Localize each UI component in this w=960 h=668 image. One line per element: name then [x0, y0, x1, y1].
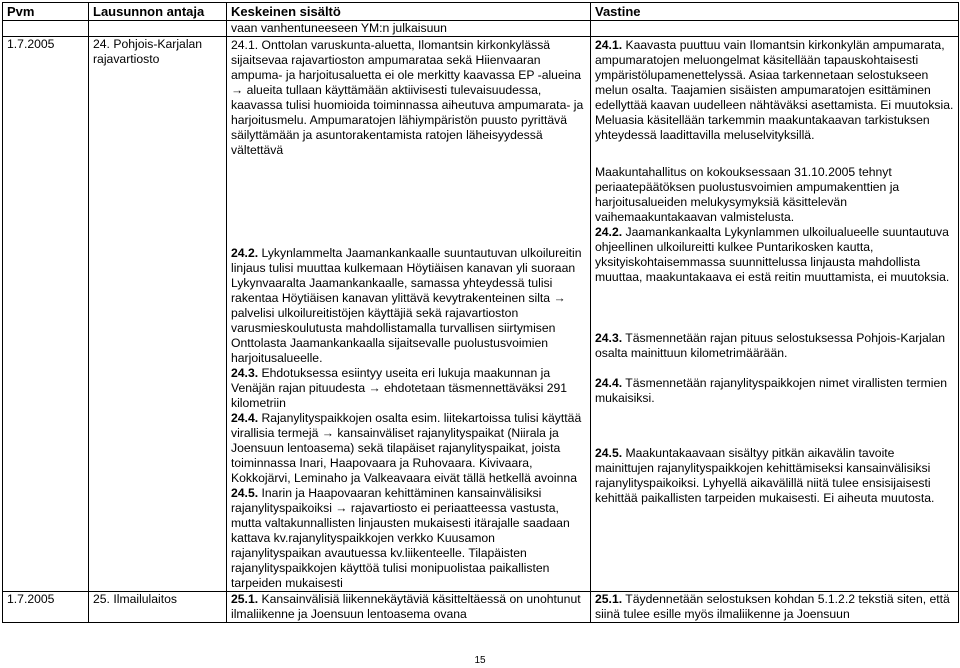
- content-item: 24.4. Rajanylityspaikkojen osalta esim. liitekartoissa tulisi käyttää virallisia termejä → kansainväliset rajanylityspaikat (Niirala ja Joensuun lentoasema) sekä tilapäiset rajanylityspaikat, joista toiminnassa Inari, Haapovaara ja Ruhovaara. Kivivaara, Kokkojärvi, Leminaho ja Valkeavaara eivät tällä hetkellä avoinna: [231, 411, 582, 485]
- content-item: 25.1. Kansainvälisiä liikennekäytäviä käsitteltäessä on unohtunut ilmaliikenne ja Joensuun lentoasema ovana: [231, 592, 581, 621]
- row-date: 1.7.2005: [3, 37, 89, 592]
- content-item: 24.1. Onttolan varuskunta-aluetta, Ilomantsin kirkonkylässä sijaitsevaa rajavartioston ampumarataa sekä Hiienvaaran ampuma- ja harjoitusaluetta ei ole merkitty kaavassa EP -alueina → alueita tullaan käyttämään aktiivisesti tulevaisuudessa, kaavassa tulisi huomioida toiminnassa aiheutuva ampumarata- ja harjoitusmelu. Ampumaratojen lähiympäristön puusto pyrittävä säilyttämään ja asuntorakentamista ratojen läheisyydessä vältettävä: [231, 38, 584, 157]
- content-item: 24.3. Ehdotuksessa esiintyy useita eri lukuja maakunnan ja Venäjän rajan pituudesta → ehdotetaan täsmennettäväksi 291 kilometriin: [231, 366, 568, 410]
- response-item: 24.4. Täsmennetään rajanylityspaikkojen nimet virallisten termien mukaisiksi.: [595, 376, 948, 405]
- table-header-row: [3, 3, 959, 21]
- response-item: 24.1. Kaavasta puuttuu vain Ilomantsin kirkonkylän ampumarata, ampumaratojen meluongelmat käsitellään tapauskohtaisesti ympäristölupamenettelyssä. Asiaa tarkennetaan selostukseen melun osalta. Taajamien sisäisten ampumaratojen esittäminen edellyttää kaavan uudelleen nähtäväksi asettamista. Ei muutoksia. Meluasia käsitellään tarkemmin maakuntakaavan tarkistuksen yhteydessä laadittavilla meluselvityksillä.: [595, 38, 954, 142]
- header-org: Lausunnon antaja: [89, 3, 227, 21]
- response-item: 24.2. Jaamankankaalta Lykynlammen ulkoilualueelle suuntautuva ohjeellinen ulkoilureitti kulkee Puntarikosken kautta, yksityiskohtaisemmassa suunnittelussa linjausta mahdollista muuttaa, maakuntakaava ei estä reitin muuttamista, ei muutoksia.: [595, 225, 950, 284]
- carryover-text: vaan vanhentuneeseen YM:n julkaisuun: [227, 21, 591, 37]
- header-date: Pvm: [3, 3, 89, 21]
- carryover-row: [3, 21, 959, 37]
- row-content: [227, 37, 591, 592]
- response-item: Maakuntahallitus on kokouksessaan 31.10.2005 tehnyt periaatepäätöksen puolustusvoimien ampumakenttien ja harjoitusalueiden melukysymyksiä käsittelevän vaihemaakuntakaavan valmistelusta.: [595, 165, 900, 224]
- row-org: 25. Ilmailulaitos: [89, 592, 227, 623]
- response-item: 24.5. Maakuntakaavaan sisältyy pitkän aikavälin tavoite mainittujen rajanylityspaikkojen kehittämiseksi kansainvälisiksi rajanylityspaikoiksi. Lyhyellä aikavälillä niitä tulee ensisijaisesti kehittää paikallisten tarpeiden mukaisesti. Ei aiheuta muutosta.: [595, 446, 935, 505]
- page-number: 15: [474, 655, 486, 666]
- row-org: 24. Pohjois-Karjalan rajavartiosto: [89, 37, 227, 592]
- row-date: 1.7.2005: [3, 592, 89, 623]
- header-response: Vastine: [591, 3, 959, 21]
- header-content: Keskeinen sisältö: [227, 3, 591, 21]
- response-item: 25.1. Täydennetään selostuksen kohdan 5.1.2.2 tekstiä siten, että siinä tulee esille myös ilmaliikenne ja Joensuun: [595, 592, 950, 621]
- table-row: [3, 592, 959, 623]
- row-response: [591, 592, 959, 623]
- table-row: [3, 37, 959, 592]
- row-content: [227, 592, 591, 623]
- response-item: 24.3. Täsmennetään rajan pituus selostuksessa Pohjois-Karjalan osalta mainittuun kilometrimäärään.: [595, 331, 946, 360]
- row-response: [591, 37, 959, 592]
- content-item: 24.5. Inarin ja Haapovaaran kehittäminen kansainvälisiksi rajanylityspaikoiksi → rajavartiosto ei periaatteessa vastusta, mutta valtakunnallisten linjausten mukaisesti itärajalle saadaan kattava kv.rajanylityspaikkojen verkko Kuusamon rajanylityspaikan avautuessa kv.liikenteelle. Tilapäisten rajanylityspaikkojen käyttöä tulisi monipuolistaa paikallisten tarpeiden mukaisesti: [231, 486, 570, 590]
- statement-table: [2, 2, 959, 623]
- content-item: 24.2. Lykynlammelta Jaamankankaalle suuntautuvan ulkoilureitin linjaus tulisi muuttaa kulkemaan Höytiäisen kanavan yli suoraan Lykynvaaralta Jaamankankaalle, samassa yhteydessä tulisi rakentaa Höytiäisen kanavan ylittävä kevytrakenteinen silta → palvelisi ulkoilureitistöjen käyttäjiä sekä rajavartioston varusmieskoulutusta mahdollistamalla turvallisen siirtymisen Onttolasta Jaamankankaalla sijaitsevalle puolustusvoimien harjoitusalueelle.: [231, 246, 582, 365]
